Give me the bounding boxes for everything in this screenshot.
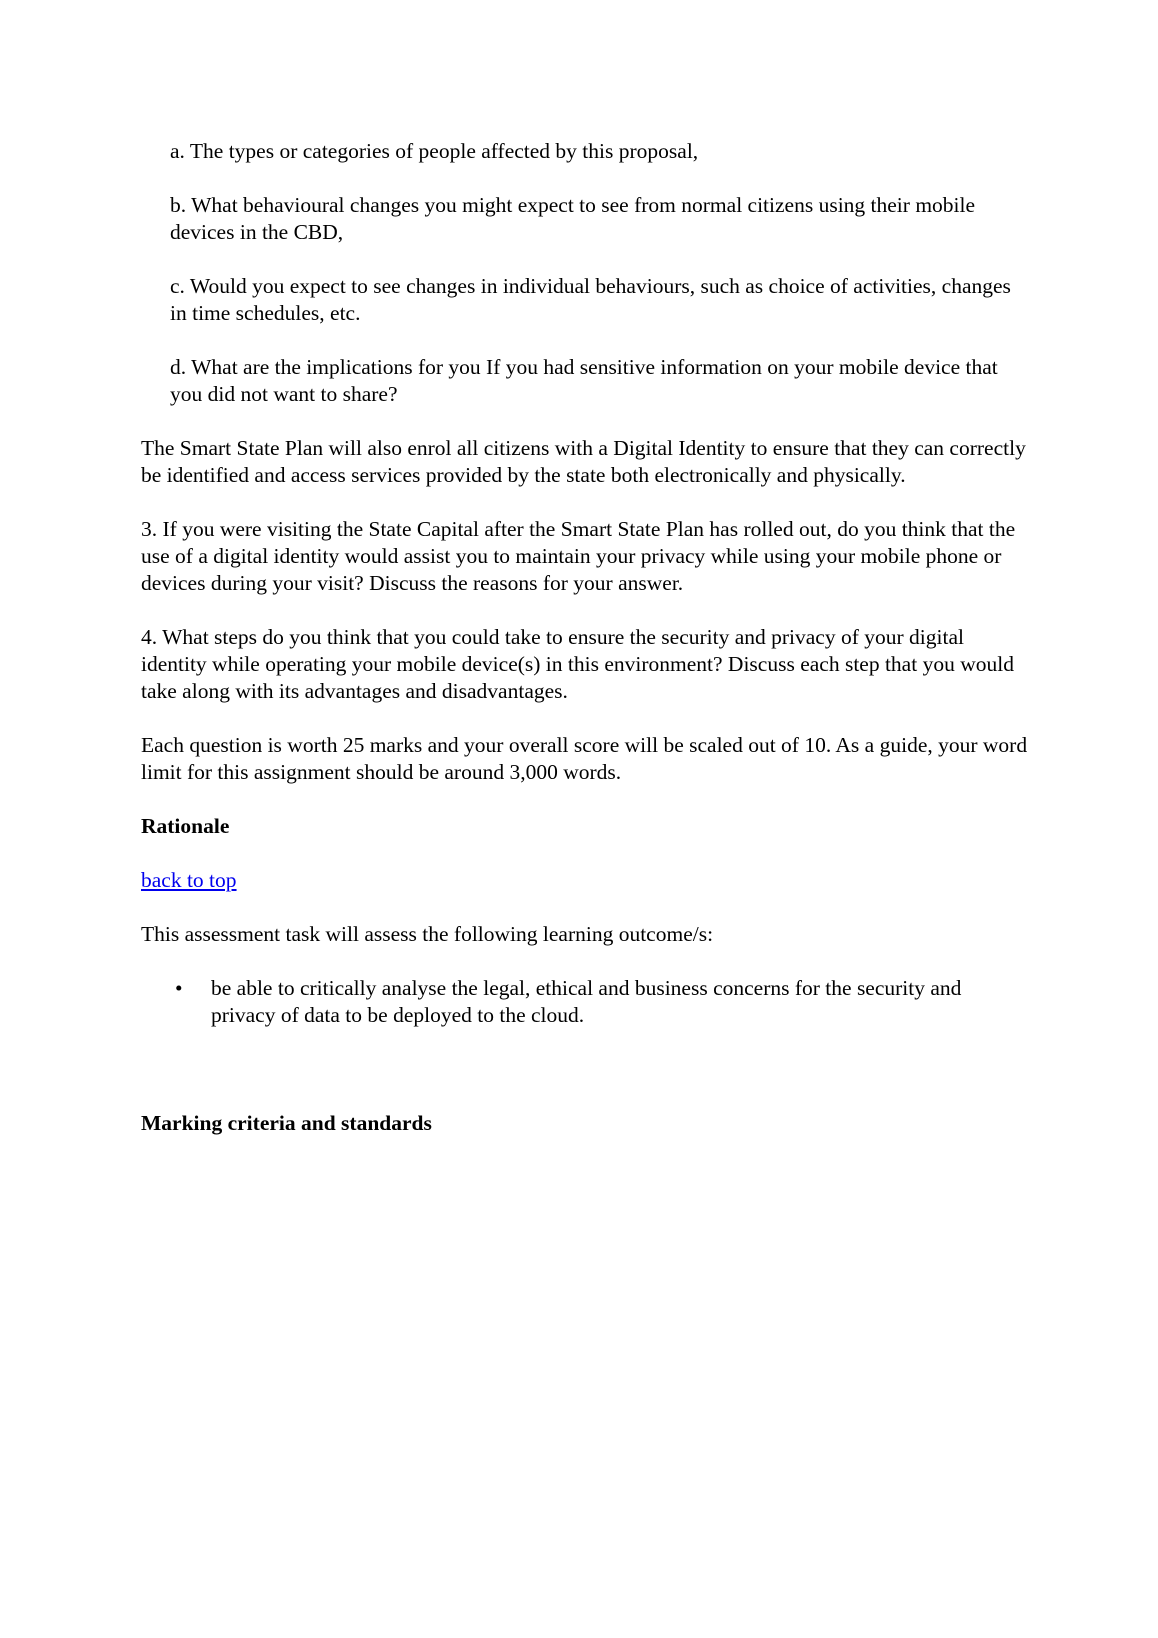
marking-criteria-heading: Marking criteria and standards	[141, 1111, 432, 1135]
learning-outcomes-list	[141, 975, 1031, 1029]
sub-item-b: b. What behavioural changes you might expect to see from normal citizens using their mobile devices in the CBD,	[170, 193, 976, 244]
rationale-heading: Rationale	[141, 814, 230, 838]
digital-identity-paragraph: The Smart State Plan will also enrol all citizens with a Digital Identity to ensure that they can correctly be identified and access services provided by the state both electronically and physically.	[141, 436, 1026, 487]
document-page	[141, 138, 1031, 1164]
sub-item-c: c. Would you expect to see changes in individual behaviours, such as choice of activities, changes in time schedules, etc.	[170, 274, 1011, 325]
sub-item-d: d. What are the implications for you If you had sensitive information on your mobile device that you did not want to share?	[170, 355, 998, 406]
question-4: 4. What steps do you think that you could take to ensure the security and privacy of your digital identity while operating your mobile device(s) in this environment? Discuss each step that you would take along with its advantages and disadvantages.	[141, 625, 1014, 703]
learning-outcomes-intro: This assessment task will assess the following learning outcome/s:	[141, 922, 714, 946]
list-item	[141, 975, 1031, 1029]
question-3: 3. If you were visiting the State Capital after the Smart State Plan has rolled out, do you think that the use of a digital identity would assist you to maintain your privacy while using your mobile phone or devices during your visit? Discuss the reasons for your answer.	[141, 517, 1016, 595]
sub-item-a: a. The types or categories of people affected by this proposal,	[170, 139, 699, 163]
learning-outcome-text: be able to critically analyse the legal, ethical and business concerns for the security and privacy of data to be deployed to the cloud.	[211, 976, 962, 1027]
marks-note: Each question is worth 25 marks and your overall score will be scaled out of 10. As a guide, your word limit for this assignment should be around 3,000 words.	[141, 733, 1028, 784]
back-to-top-link[interactable]: back to top	[141, 868, 237, 892]
bullet-icon: •	[175, 976, 183, 1000]
